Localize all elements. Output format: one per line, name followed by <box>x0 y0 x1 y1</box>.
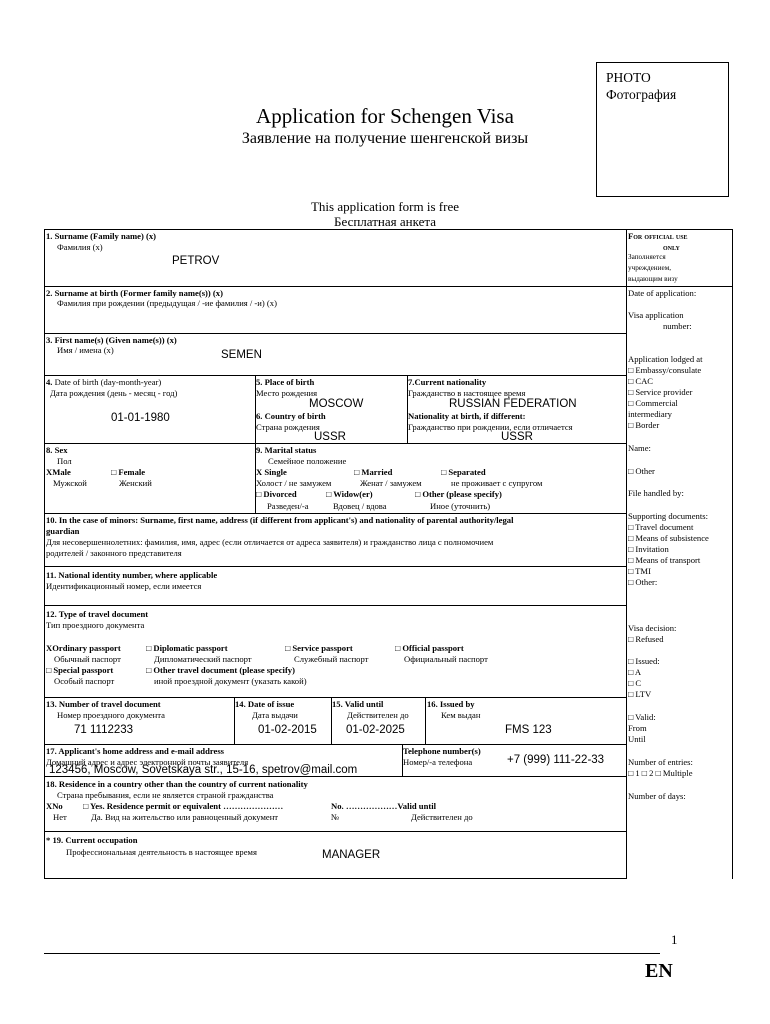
official-from: From <box>628 723 647 733</box>
date-of-issue-field[interactable]: 01-02-2015 <box>258 724 317 736</box>
married-label: Married <box>361 467 393 477</box>
photo-label-en: PHOTO <box>606 70 651 85</box>
official-head-ru-1: Заполняется <box>628 253 666 261</box>
official-date-of-application: Date of application: <box>628 288 697 298</box>
separated-checkbox[interactable]: □ <box>441 467 447 477</box>
other-status-label-ru: Иное (уточнить) <box>430 501 491 511</box>
field-16-label-ru: Кем выдан <box>441 710 481 720</box>
field-15-label: 15. Valid until <box>332 699 384 709</box>
status-other-option[interactable] <box>415 489 502 500</box>
residence-yes-checkbox[interactable]: □ <box>83 801 89 811</box>
field-13-label: 13. Number of travel document <box>46 699 161 709</box>
current-nationality-field[interactable]: RUSSIAN FEDERATION <box>449 398 577 410</box>
status-married-option[interactable] <box>354 467 392 478</box>
valid-until-field[interactable]: 01-02-2025 <box>346 724 405 736</box>
field-7-label: 7.Current nationality <box>408 377 487 387</box>
date-of-birth-field[interactable]: 01-01-1980 <box>111 412 170 424</box>
field-12-label: 12. Type of travel document <box>46 609 149 619</box>
divider <box>45 333 626 334</box>
field-19-star: * <box>46 835 51 845</box>
field-11-label: 11. National identity number, where applicable <box>46 570 218 580</box>
first-name-field[interactable]: SEMEN <box>221 349 262 361</box>
doc-special-option[interactable] <box>46 665 113 676</box>
other-status-checkbox[interactable]: □ <box>415 489 421 499</box>
field-17-label-ru: Домашний адрес и адрес электронной почты заявителя <box>46 757 249 767</box>
field-18-label: 18. Residence in a country other than the country of current nationality <box>46 779 308 789</box>
field-8-label-ru: Пол <box>57 456 72 466</box>
official-head-ru-2: учреждением, <box>628 264 672 272</box>
field-14-label: 14. Date of issue <box>235 699 295 709</box>
field-11-label-ru: Идентификационный номер, если имеется <box>46 581 202 591</box>
single-checkbox[interactable]: X <box>256 467 263 477</box>
female-label: Female <box>118 467 146 477</box>
single-label: Single <box>264 467 287 477</box>
sex-female-option[interactable] <box>111 467 145 478</box>
free-note-ru: Бесплатная анкета <box>334 214 436 229</box>
official-lodged-service-provider: □ Service provider <box>628 387 693 397</box>
footer-divider <box>44 953 660 954</box>
residence-no-label-ru: Нет <box>53 812 67 822</box>
divider <box>45 443 626 444</box>
divider <box>627 286 732 287</box>
official-lodged-border: □ Border <box>628 420 660 430</box>
divider <box>45 697 626 698</box>
free-note-en: This application form is free <box>310 199 459 214</box>
official-other: □ Other <box>628 466 655 476</box>
official-entries-label: Number of entries: <box>628 757 693 767</box>
field-10-label-cont: guardian <box>46 526 80 536</box>
other-doc-checkbox[interactable]: □ <box>146 665 152 675</box>
separated-label: Separated <box>448 467 486 477</box>
single-label-ru: Холост / не замужем <box>256 478 332 488</box>
official-entries-options: □ 1 □ 2 □ Multiple <box>628 768 693 778</box>
residence-yes-option[interactable] <box>83 801 283 812</box>
residence-valid-label-ru: Действителен до <box>411 812 473 822</box>
divider <box>45 286 626 287</box>
residence-yes-label: Yes. Residence permit or equivalent <box>90 801 221 811</box>
official-valid: □ Valid: <box>628 712 656 722</box>
field-19-label-ru: Профессиональная деятельность в настоящее время <box>66 847 257 857</box>
field-9-label-ru: Семейное положение <box>268 456 347 466</box>
doc-ordinary-option[interactable] <box>46 643 121 654</box>
field-10-label-ru-cont: родителей / законного представителя <box>46 548 182 558</box>
divider <box>45 513 626 514</box>
field-3-label: 3. First name(s) (Given name(s)) (x) <box>46 335 177 345</box>
official-visa-number-label: Visa application <box>628 310 684 320</box>
field-6-label: 6. Country of birth <box>256 411 326 421</box>
divider <box>45 566 626 567</box>
residence-yes-label-ru: Да. Вид на жительство или равноценный документ <box>91 812 279 822</box>
service-checkbox[interactable]: □ <box>285 643 291 653</box>
home-address-field[interactable]: 123456, Moscow, Sovetskaya str., 15-16, spetrov@mail.com <box>49 764 358 776</box>
divider <box>45 744 626 745</box>
official-label: Official passport <box>402 643 464 653</box>
widow-label: Widow(er) <box>333 489 373 499</box>
married-label-ru: Женат / замужем <box>360 478 422 488</box>
status-separated-option[interactable] <box>441 467 486 478</box>
diplomatic-checkbox[interactable]: □ <box>146 643 152 653</box>
male-label: Male <box>52 467 71 477</box>
official-lodged-label: Application lodged at <box>628 354 703 364</box>
divorced-label-ru: Разведен/-а <box>267 501 309 511</box>
application-form <box>44 229 627 879</box>
official-support-subsistence: □ Means of subsistence <box>628 533 709 543</box>
female-checkbox[interactable]: □ <box>111 467 117 477</box>
official-issued-a: □ A <box>628 667 642 677</box>
surname-field[interactable]: PETROV <box>172 255 220 267</box>
divider <box>45 375 626 376</box>
service-label-ru: Служебный паспорт <box>294 654 369 664</box>
field-16-label: 16. Issued by <box>427 699 475 709</box>
doc-other-option[interactable] <box>146 665 295 676</box>
field-8-label: 8. Sex <box>46 445 68 455</box>
official-until: Until <box>628 734 646 744</box>
field-4-num: 4. <box>46 377 53 387</box>
phone-label-ru: Номер/-а телефона <box>403 757 473 767</box>
official-checkbox[interactable]: □ <box>395 643 401 653</box>
widow-checkbox[interactable]: □ <box>326 489 332 499</box>
official-head-only: only <box>663 242 680 252</box>
phone-field[interactable]: +7 (999) 111-22-33 <box>507 754 605 766</box>
divider <box>45 605 626 606</box>
residence-permit-dots[interactable]: ………………… <box>223 801 284 811</box>
official-support-invitation: □ Invitation <box>628 544 669 554</box>
ordinary-label-ru: Обычный паспорт <box>54 654 121 664</box>
other-doc-label: Other travel document (please specify) <box>153 665 295 675</box>
field-10-label-ru: Для несовершеннолетних: фамилия, имя, адрес (если отличается от адреса заявителя) и гражданство лица с полномочием <box>46 537 494 547</box>
field-9-label: 9. Marital status <box>256 445 317 455</box>
official-head-ru-3: выдающим визу <box>628 275 678 283</box>
title-ru: Заявление на получение шенгенской визы <box>241 130 529 147</box>
status-divorced-option[interactable] <box>256 489 297 500</box>
official-visa-number-label-cont: number: <box>663 321 692 331</box>
official-lodged-commercial: □ Commercial <box>628 398 678 408</box>
field-5-label: 5. Place of birth <box>256 377 315 387</box>
residence-number-label: No. <box>331 801 344 811</box>
phone-label: Telephone number(s) <box>403 746 481 756</box>
place-of-birth-field[interactable]: MOSCOW <box>309 398 364 410</box>
residence-number-dots[interactable]: ……………… <box>345 801 398 811</box>
title-en: Application for Schengen Visa <box>256 104 514 128</box>
other-status-label: Other (please specify) <box>422 489 502 499</box>
official-support-tmi: □ TMI <box>628 566 651 576</box>
divorced-label: Divorced <box>263 489 297 499</box>
residence-no-label: No <box>52 801 63 811</box>
divorced-checkbox[interactable]: □ <box>256 489 262 499</box>
special-checkbox[interactable]: □ <box>46 665 52 675</box>
residence-number-label-ru: № <box>331 812 340 822</box>
married-checkbox[interactable]: □ <box>354 467 360 477</box>
female-label-ru: Женский <box>119 478 152 488</box>
male-label-ru: Мужской <box>53 478 87 488</box>
doc-official-option[interactable] <box>395 643 464 654</box>
official-support-travel-doc: □ Travel document <box>628 522 694 532</box>
ordinary-label: Ordinary passport <box>52 643 121 653</box>
field-13-label-ru: Номер проездного документа <box>57 710 165 720</box>
separated-label-ru: не проживает с супругом <box>451 478 543 488</box>
travel-doc-number-field[interactable]: 71 1112233 <box>74 724 134 736</box>
language-code: EN <box>645 960 673 982</box>
official-issued-c: □ C <box>628 678 642 688</box>
sex-male-option[interactable] <box>46 467 71 478</box>
official-file-handled: File handled by: <box>628 488 684 498</box>
field-12-label-ru: Тип проездного документа <box>46 620 145 630</box>
official-support-transport: □ Means of transport <box>628 555 701 565</box>
official-days-label: Number of days: <box>628 791 686 801</box>
residence-no-checkbox[interactable]: X <box>46 801 53 811</box>
field-14-label-ru: Дата выдачи <box>252 710 298 720</box>
doc-diplomatic-option[interactable] <box>146 643 228 654</box>
field-10-label: 10. In the case of minors: Surname, first name, address (if different from applicant's) and nationality of parental authority/legal <box>46 515 514 525</box>
official-supporting-label: Supporting documents: <box>628 511 708 521</box>
diplomatic-label: Diplomatic passport <box>153 643 228 653</box>
official-issued-ltv: □ LTV <box>628 689 652 699</box>
field-5-label-ru: Место рождения <box>256 388 318 398</box>
official-name-label: Name: <box>628 443 651 453</box>
official-label-ru: Официальный паспорт <box>404 654 488 664</box>
field-18-label-ru: Страна пребывания, если не является страной гражданства <box>57 790 274 800</box>
field-2-label: 2. Surname at birth (Former family name(s)) (x) <box>46 288 223 298</box>
field-1-label-ru: Фамилия (x) <box>57 242 103 252</box>
status-single-option[interactable] <box>256 467 287 478</box>
status-widow-option[interactable] <box>326 489 373 500</box>
service-label: Service passport <box>292 643 353 653</box>
field-17-label: 17. Applicant's home address and e-mail address <box>46 746 225 756</box>
field-4-label: Date of birth (day-month-year) <box>54 377 162 387</box>
official-refused: □ Refused <box>628 634 664 644</box>
field-7-label-ru: Гражданство в настоящее время <box>408 388 526 398</box>
divider <box>45 776 626 777</box>
country-of-birth-field[interactable]: USSR <box>314 431 346 443</box>
official-use-column <box>627 229 733 879</box>
nationality-at-birth-label: Nationality at birth, if different: <box>408 411 526 421</box>
nationality-at-birth-field[interactable]: USSR <box>501 431 533 443</box>
official-lodged-cac: □ CAC <box>628 376 654 386</box>
field-19-label: 19. Current occupation <box>52 835 138 845</box>
occupation-field[interactable]: MANAGER <box>322 849 381 861</box>
diplomatic-label-ru: Дипломатический паспорт <box>154 654 252 664</box>
special-label-ru: Особый паспорт <box>54 676 115 686</box>
field-1-label: 1. Surname (Family name) (x) <box>46 231 157 241</box>
field-2-label-ru: Фамилия при рождении (предыдущая / -ие фамилия / -и) (x) <box>57 298 277 308</box>
other-doc-label-ru: иной проездной документ (указать какой) <box>154 676 307 686</box>
field-4-label-ru: Дата рождения (день - месяц - год) <box>50 388 178 398</box>
special-label: Special passport <box>53 665 114 675</box>
male-checkbox[interactable]: X <box>46 467 53 477</box>
residence-no-option[interactable] <box>46 801 63 812</box>
field-6-label-ru: Страна рождения <box>256 422 320 432</box>
photo-label-ru: Фотография <box>606 87 677 102</box>
official-lodged-embassy: □ Embassy/consulate <box>628 365 702 375</box>
nationality-at-birth-label-ru: Гражданство при рождении, если отличается <box>408 422 573 432</box>
field-3-label-ru: Имя / имена (x) <box>57 345 114 355</box>
official-lodged-intermediary: intermediary <box>628 409 672 419</box>
divider <box>45 831 626 832</box>
widow-label-ru: Вдовец / вдова <box>333 501 387 511</box>
doc-service-option[interactable] <box>285 643 353 654</box>
official-visa-decision: Visa decision: <box>628 623 677 633</box>
residence-valid-label: Valid until <box>397 801 436 811</box>
official-issued: □ Issued: <box>628 656 660 666</box>
issued-by-field[interactable]: FMS 123 <box>505 724 552 736</box>
official-support-other: □ Other: <box>628 577 658 587</box>
official-head: For official use <box>628 231 688 241</box>
divider <box>425 697 426 744</box>
page-number: 1 <box>671 932 678 947</box>
ordinary-checkbox[interactable]: X <box>46 643 53 653</box>
field-15-label-ru: Действителен до <box>347 710 409 720</box>
